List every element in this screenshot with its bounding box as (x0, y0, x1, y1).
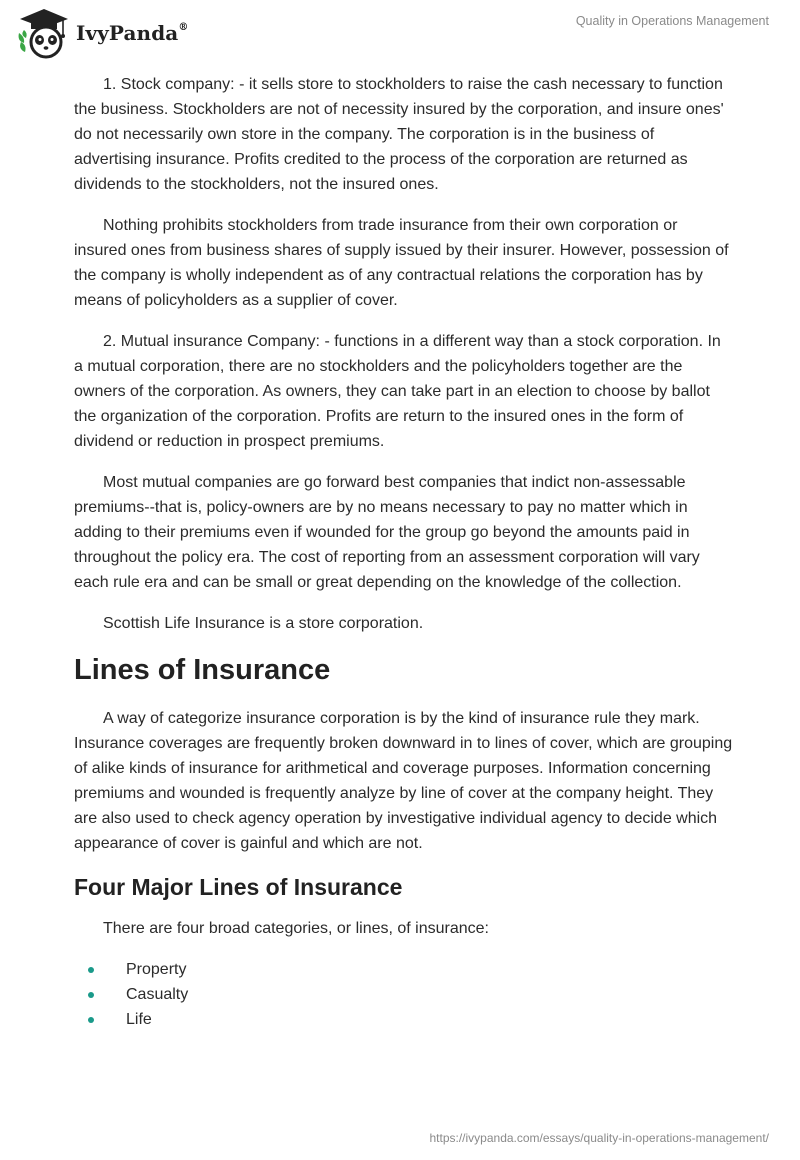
list-item (74, 982, 734, 1007)
list-item (74, 957, 734, 982)
list-item (74, 1007, 734, 1032)
essay-content (74, 72, 734, 1032)
source-url[interactable]: https://ivypanda.com/essays/quality-in-operations-management/ (429, 1131, 769, 1145)
heading-four-major-lines: Four Major Lines of Insurance (74, 874, 403, 900)
insurance-lines-list (74, 957, 734, 1032)
paragraph-mutual-premiums: Most mutual companies are go forward best companies that indict non-assessable premiums--that is, policy-owners are by no means necessary to pay no matter which in adding to their premiums even if wounded for the group go beyond the amounts paid in throughout the policy era. The cost of reporting from an assessment corporation will vary each rule era and can be small or great depending on the knowledge of the collection. (74, 474, 700, 591)
brand-name: IvyPanda® (76, 21, 189, 45)
paragraph-four-categories: There are four broad categories, or lines, of insurance: (103, 920, 489, 937)
document-title: Quality in Operations Management (575, 14, 769, 28)
paragraph-lines-of-insurance: A way of categorize insurance corporation is by the kind of insurance rule they mark. Insurance coverages are frequently broken downward in to lines of cover, which are grouping of alike kinds of insurance for arithmetical and coverage purposes. Information concerning premiums and wounded is frequently analyze by line of cover at the company height. They are also used to check agency operation by investigative individual agency to decide which appearance of cover is gainful and which are not. (74, 710, 733, 852)
bullet-icon (88, 1017, 94, 1023)
bullet-icon (88, 992, 94, 998)
list-item-label: Property (126, 961, 187, 978)
page-header (0, 0, 800, 64)
bullet-icon (88, 967, 94, 973)
paragraph-scottish-life: Scottish Life Insurance is a store corporation. (103, 615, 424, 632)
paragraph-stock-company: 1. Stock company: - it sells store to stockholders to raise the cash necessary to function the business. Stockholders are not of necessity insured by the corporation, and insure ones' do not necessarily own store in the company. The corporation is in the business of advertising insurance. Profits credited to the process of the corporation are returned as dividends to the stockholders, not the insured ones. (74, 76, 724, 193)
list-item-label: Casualty (126, 986, 189, 1003)
heading-lines-of-insurance: Lines of Insurance (74, 654, 331, 686)
ivypanda-logo[interactable] (16, 7, 188, 59)
list-item-label: Life (126, 1011, 152, 1028)
paragraph-mutual-company: 2. Mutual insurance Company: - functions in a different way than a stock corporation. In a mutual corporation, there are no stockholders and the policyholders together are the owners of the corporation. As owners, they can take part in an election to choose by ballot the organization of the corporation. Profits are return to the insured ones in the form of dividend or reduction in prospect premiums. (74, 333, 721, 450)
paragraph-stockholders: Nothing prohibits stockholders from trade insurance from their own corporation or insured ones from business shares of supply issued by their insurer. However, possession of the company is wholly independent as of any contractual relations the corporation has by means of policyholders as a supplier of cover. (74, 217, 729, 309)
panda-graduate-icon (16, 7, 72, 59)
